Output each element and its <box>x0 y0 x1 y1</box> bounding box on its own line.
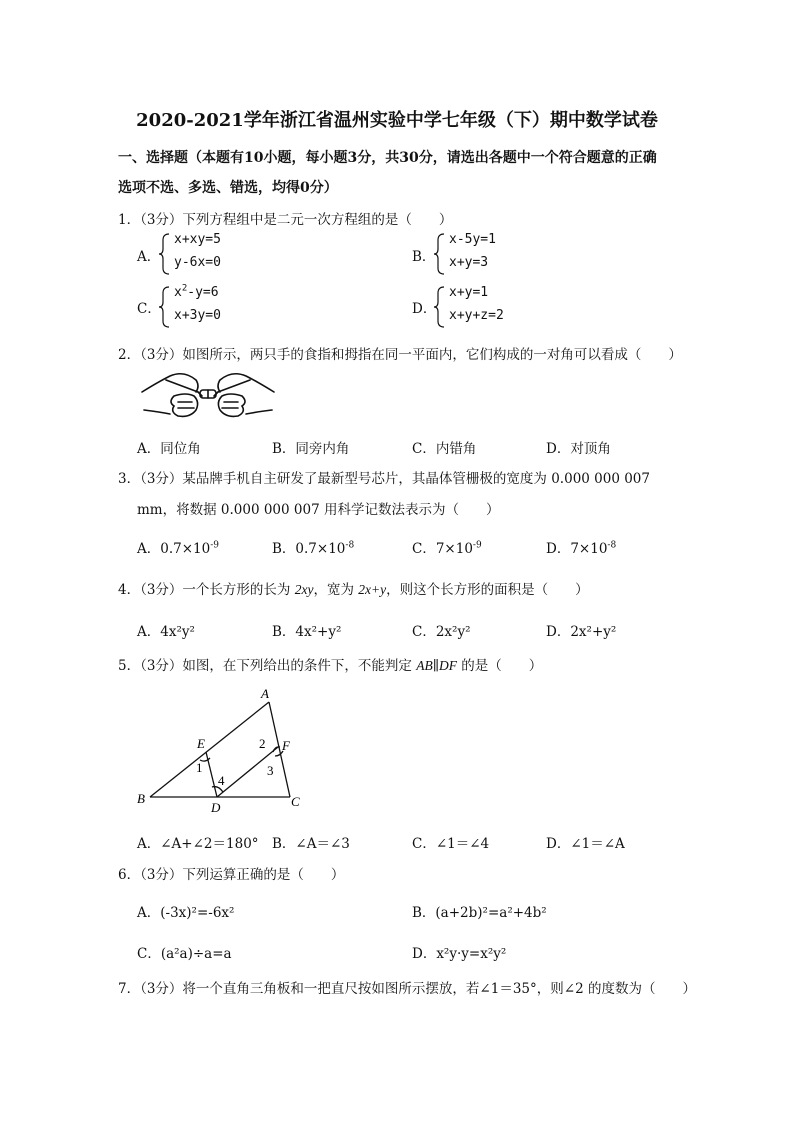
brace-icon <box>158 232 172 276</box>
section-heading-line1: 一、选择题（本题有10小题，每小题3分，共30分，请选出各题中一个符合题意的正确 <box>118 150 657 166</box>
q1-option-b-label: B． <box>412 249 436 265</box>
hands-figure <box>140 366 276 422</box>
q6-option-a: A．(-3x)²=-6x² <box>137 905 235 921</box>
q2-stem: 2．（3分）如图所示，两只手的食指和拇指在同一平面内，它们构成的一对角可以看成（ ） <box>118 347 682 363</box>
q3-option-a: A．$0.7\times 10^{-9}$ <box>137 540 219 557</box>
q6-option-c: C．(a²a)÷a=a <box>137 946 232 962</box>
geometry-figure <box>132 684 312 812</box>
q6-option-b: B．(a+2b)²=a²+4b² <box>412 905 547 921</box>
point-d-label: D <box>211 800 221 812</box>
q5-option-b: B．∠A＝∠3 <box>272 836 350 852</box>
q1-c-eq1-rest: -y=6 <box>187 285 219 300</box>
q2-option-c: C．内错角 <box>412 441 477 457</box>
q1-option-d-label: D． <box>412 301 437 317</box>
q1-b-eq2: x+y=3 <box>449 255 489 270</box>
point-f-label: F <box>282 738 290 753</box>
q4-option-d: D．2x²+y² <box>546 624 617 640</box>
point-e-label: E <box>197 736 205 751</box>
q4-stem: 4．（3分）一个长方形的长为 2xy，宽为 2x+y，则这个长方形的面积是（ ） <box>118 582 589 598</box>
angle-3-label: 3 <box>267 763 274 778</box>
q1-option-a-label: A． <box>137 249 161 265</box>
q2-option-b: B．同旁内角 <box>272 441 350 457</box>
q3-stem-line2: mm，将数据 0.000 000 007 用科学记数法表示为（ ） <box>137 502 500 518</box>
q4-option-a: A．4x²y² <box>137 624 195 640</box>
q1-c-eq1-base: x <box>174 285 182 300</box>
q1-a-eq2: y-6x=0 <box>174 255 221 270</box>
section-heading-line2: 选项不选、多选、错选，均得0分） <box>118 180 338 196</box>
q1-option-c-label: C． <box>137 301 161 317</box>
brace-icon <box>158 285 172 329</box>
q3-option-b: B．$0.7\times 10^{-8}$ <box>272 540 355 557</box>
angle-2-label: 2 <box>259 736 266 751</box>
q6-option-d: D．x²y·y=x²y² <box>412 946 507 962</box>
q3-option-d: D．$7\times 10^{-8}$ <box>546 540 617 557</box>
angle-4-label: 4 <box>218 773 225 788</box>
point-b-label: B <box>137 791 145 806</box>
q4-option-c: C．2x²y² <box>412 624 471 640</box>
q4-option-b: B．4x²+y² <box>272 624 342 640</box>
q6-stem: 6．（3分）下列运算正确的是（ ） <box>118 867 345 883</box>
q1-d-eq2: x+y+z=2 <box>449 308 504 323</box>
q1-d-eq1: x+y=1 <box>449 285 489 300</box>
q1-stem: 1．（3分）下列方程组中是二元一次方程组的是（ ） <box>118 212 453 228</box>
q1-c-eq1 <box>174 285 219 300</box>
q1-b-eq1: x-5y=1 <box>449 232 496 247</box>
q3-stem-line1: 3．（3分）某品牌手机自主研发了最新型号芯片，其晶体管栅极的宽度为 0.000 000 007 <box>118 471 650 487</box>
q1-c-eq1-exponent: 2 <box>181 283 188 294</box>
q3-option-c: C．$7\times 10^{-9}$ <box>412 540 482 557</box>
q1-a-eq1: x+xy=5 <box>174 232 221 247</box>
q5-stem: 5．（3分）如图，在下列给出的条件下，不能判定 AB∥DF 的是（ ） <box>118 658 543 674</box>
brace-icon <box>433 285 447 329</box>
q2-option-a: A．同位角 <box>137 441 201 457</box>
q1-c-eq2: x+3y=0 <box>174 308 221 323</box>
page-title: 2020-2021学年浙江省温州实验中学七年级（下）期中数学试卷 <box>136 110 658 131</box>
q7-stem: 7．（3分）将一个直角三角板和一把直尺按如图所示摆放，若∠1＝35°，则∠2 的度数为（ ） <box>118 981 696 997</box>
q2-option-d: D．对顶角 <box>546 441 611 457</box>
angle-1-label: 1 <box>196 760 203 775</box>
point-a-label: A <box>261 686 269 701</box>
brace-icon <box>433 232 447 276</box>
q5-option-a: A．∠A+∠2＝180° <box>137 836 259 852</box>
point-c-label: C <box>291 794 300 809</box>
q5-option-c: C．∠1＝∠4 <box>412 836 490 852</box>
q5-option-d: D．∠1＝∠A <box>546 836 625 852</box>
